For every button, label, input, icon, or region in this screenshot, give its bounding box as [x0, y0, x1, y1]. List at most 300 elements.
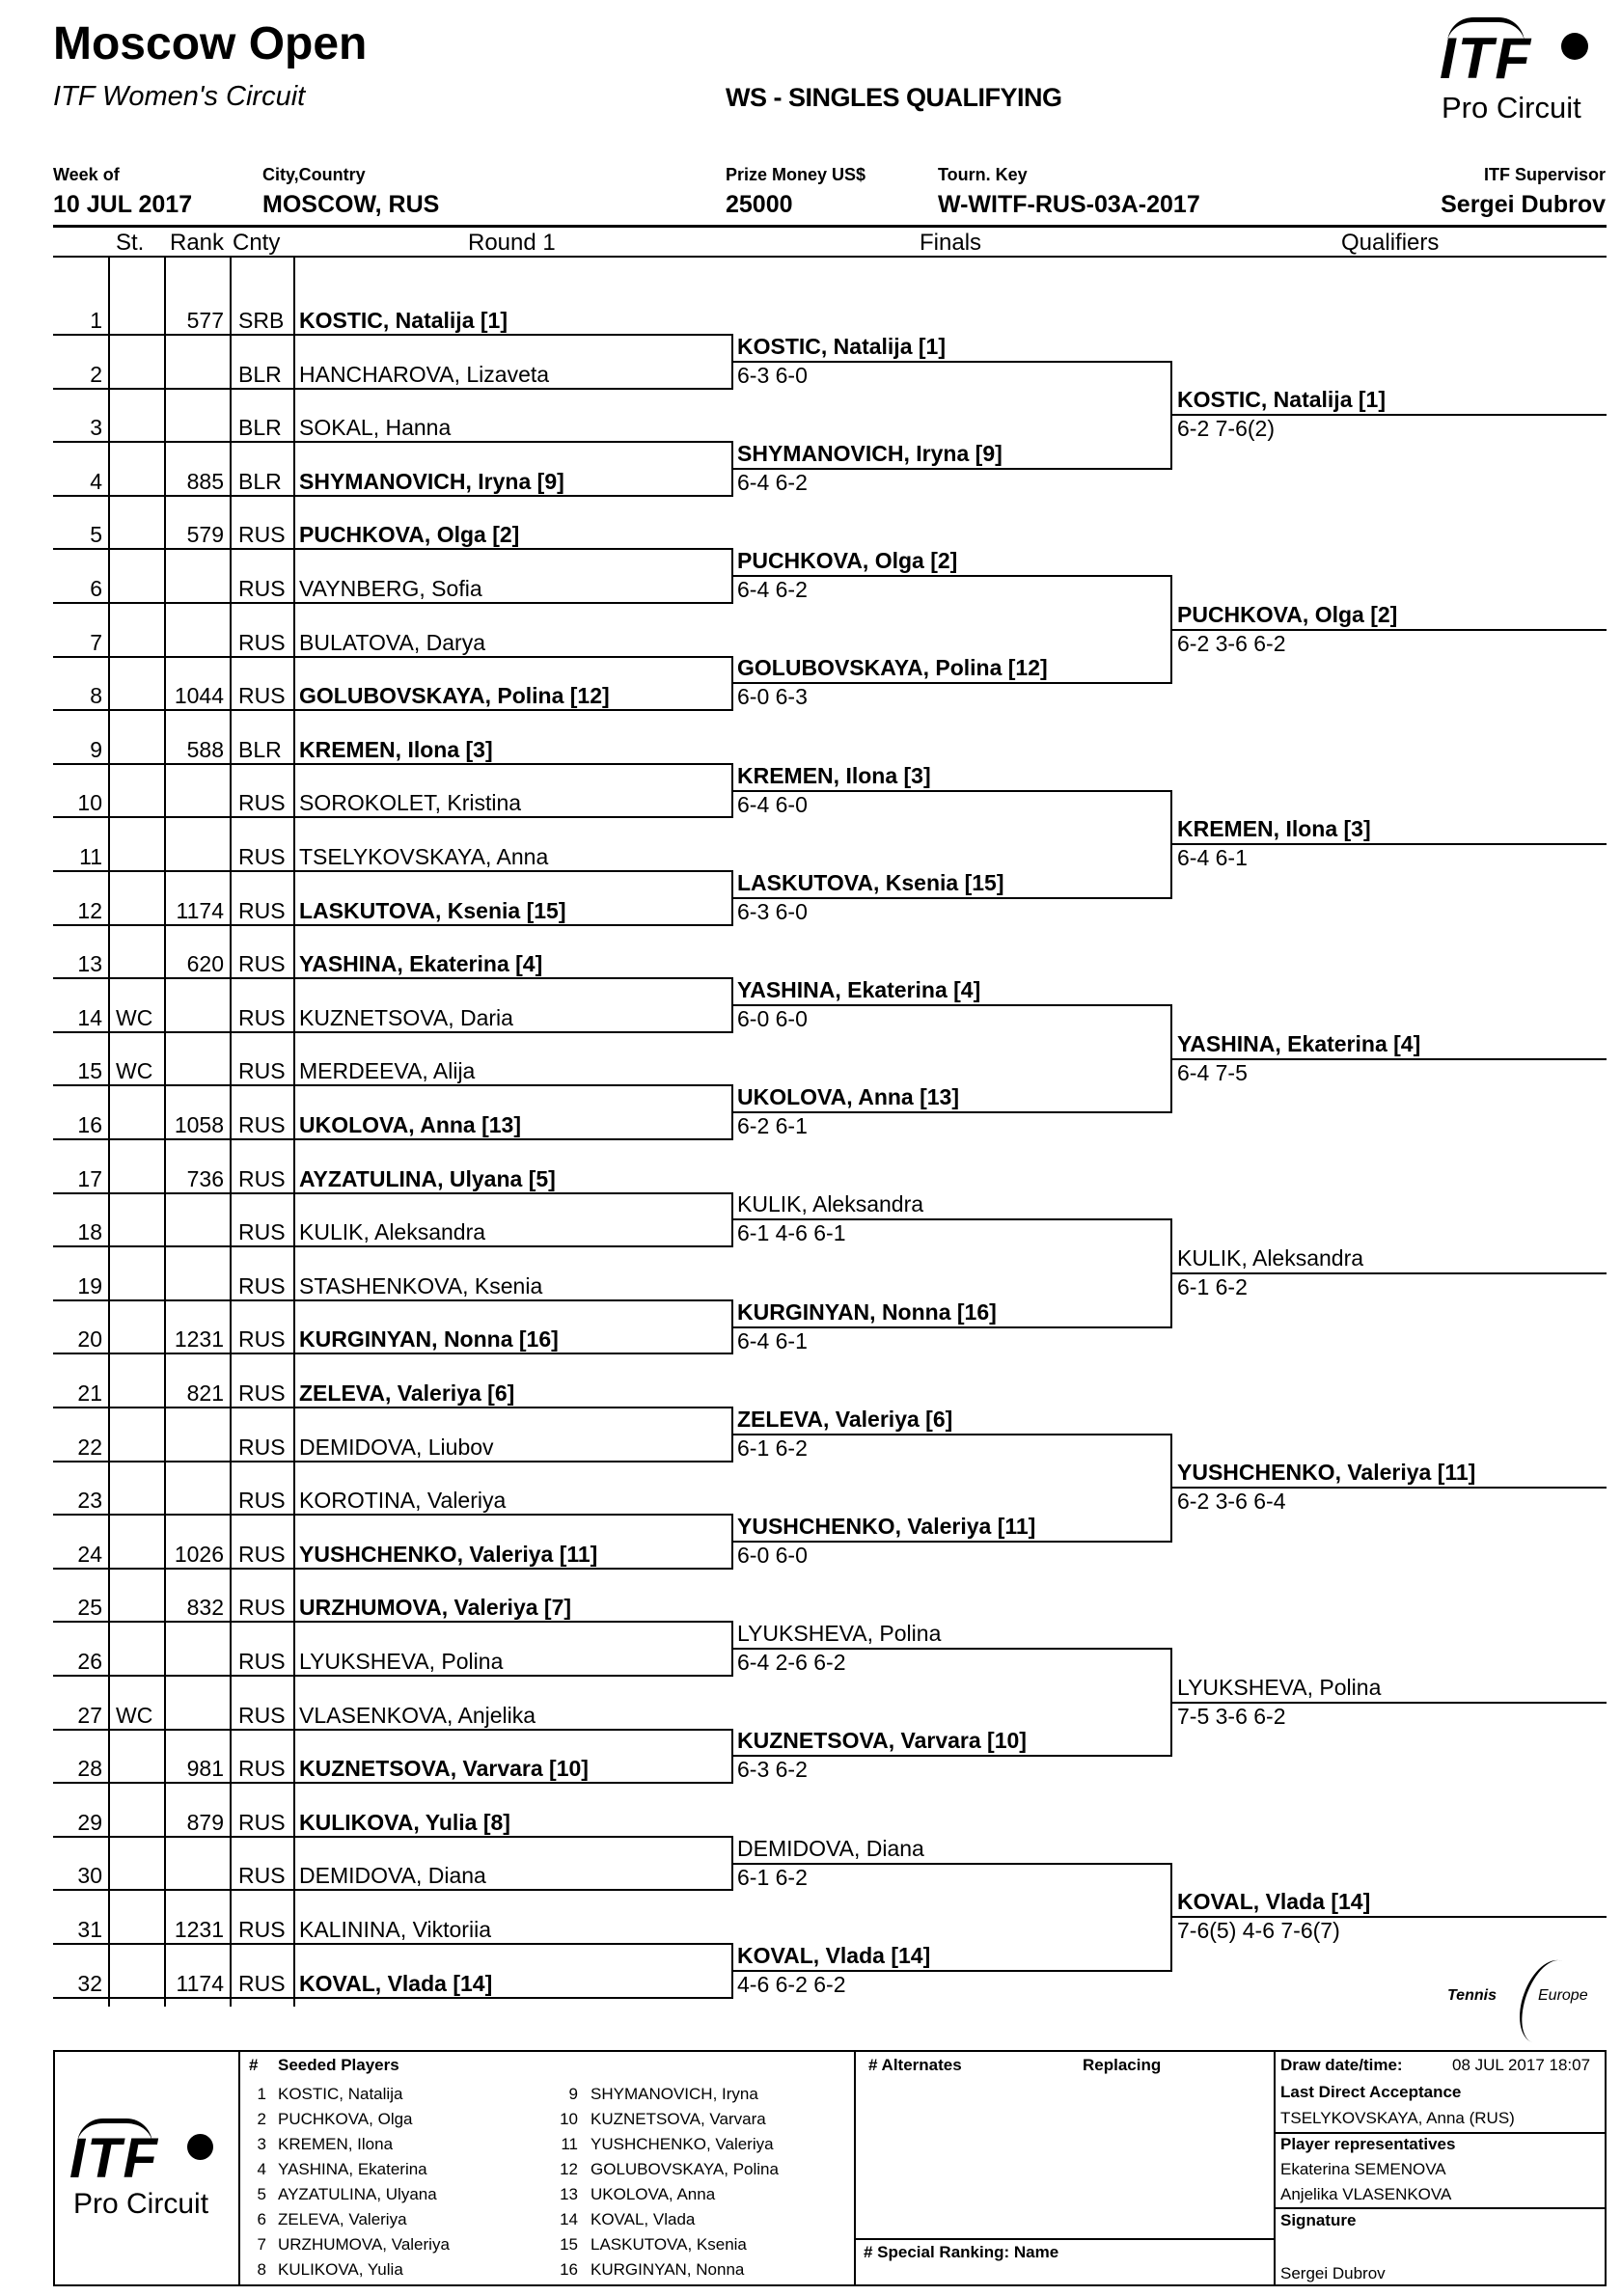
col-qualifiers: Qualifiers: [1341, 230, 1440, 256]
player-name: BULATOVA, Darya: [299, 629, 486, 655]
row-line: [53, 1889, 733, 1891]
player-country: RUS: [238, 790, 286, 816]
player-name: KOROTINA, Valeriya: [299, 1488, 507, 1514]
lda-rule: [1275, 2132, 1607, 2134]
row-line: [53, 1031, 733, 1033]
finals-line: [733, 468, 1172, 470]
qualifier-score: 7-5 3-6 6-2: [1177, 1703, 1286, 1729]
finals-score: 6-1 6-2: [737, 1864, 808, 1890]
seed-name: ZELEVA, Valeriya: [278, 2210, 407, 2228]
row-line: [53, 1621, 733, 1623]
row-line: [53, 870, 733, 872]
player-name: KUZNETSOVA, Varvara [10]: [299, 1756, 589, 1782]
qualifier-name: PUCHKOVA, Olga [2]: [1177, 601, 1398, 627]
player-rank: 1174: [176, 1970, 224, 1996]
finals-winner: SHYMANOVICH, Iryna [9]: [737, 441, 1003, 466]
player-country: RUS: [238, 1434, 286, 1460]
col-finals: Finals: [920, 230, 982, 256]
player-country: RUS: [238, 1165, 286, 1191]
alternates-header: # Alternates: [868, 2056, 962, 2074]
player-country: RUS: [238, 1380, 286, 1406]
player-country: RUS: [238, 1058, 286, 1084]
player-name: KURGINYAN, Nonna [16]: [299, 1326, 559, 1353]
col-cnty: Cnty: [233, 230, 281, 256]
finals-line: [733, 1970, 1172, 1972]
col-st: St.: [116, 230, 145, 256]
draw-number: 25: [77, 1595, 102, 1621]
player-country: RUS: [238, 897, 286, 923]
draw-number: 9: [90, 736, 102, 762]
seed-number: 15: [560, 2235, 578, 2254]
qualifier-score: 6-1 6-2: [1177, 1274, 1248, 1299]
player-name: YASHINA, Ekaterina [4]: [299, 951, 543, 977]
finals-line: [733, 1326, 1172, 1328]
player-country: RUS: [238, 1326, 286, 1353]
rep-2: Anjelika VLASENKOVA: [1280, 2185, 1452, 2203]
player-country: RUS: [238, 1970, 286, 1996]
player-country: RUS: [238, 1863, 286, 1889]
qualifier-name: KOVAL, Vlada [14]: [1177, 1889, 1371, 1915]
player-rank: 579: [186, 522, 224, 548]
row-line: [53, 656, 733, 658]
player-rank: 981: [186, 1756, 224, 1782]
player-country: BLR: [238, 415, 282, 441]
seed-number: 6: [257, 2210, 266, 2228]
player-country: RUS: [238, 629, 286, 655]
finals-score: 6-3 6-2: [737, 1757, 808, 1783]
seed-number: 5: [257, 2185, 266, 2203]
footer-tennis-ball-icon: [187, 2134, 213, 2160]
row-line: [53, 1084, 733, 1086]
row-line: [53, 1245, 733, 1247]
player-name: KALININA, Viktoriia: [299, 1917, 491, 1942]
player-country: RUS: [238, 1702, 286, 1728]
draw-number: 28: [77, 1756, 102, 1782]
player-rank: 577: [186, 308, 224, 333]
finals-score: 6-1 4-6 6-1: [737, 1220, 846, 1246]
seed-number: 12: [560, 2160, 578, 2178]
player-name: AYZATULINA, Ulyana [5]: [299, 1165, 556, 1191]
seed-number: 1: [257, 2085, 266, 2103]
seed-number: 8: [257, 2260, 266, 2279]
finals-score: 4-6 6-2 6-2: [737, 1971, 846, 1997]
footer-itf-logo-subtext: Pro Circuit: [73, 2188, 209, 2220]
seed-number: 3: [257, 2135, 266, 2153]
footer-divider-seeds: [854, 2050, 856, 2286]
draw-number: 3: [90, 415, 102, 441]
player-name: UKOLOVA, Anna [13]: [299, 1112, 522, 1137]
draw-number: 31: [77, 1917, 102, 1942]
seed-name: KURGINYAN, Nonna: [591, 2260, 745, 2279]
player-country: BLR: [238, 468, 282, 494]
tennis-ball-icon: [1561, 33, 1588, 60]
player-rank: 832: [186, 1595, 224, 1621]
row-line: [53, 709, 733, 711]
finals-score: 6-3 6-0: [737, 898, 808, 924]
tennis-europe-text-left: Tennis: [1447, 1987, 1497, 2004]
draw-number: 2: [90, 361, 102, 387]
draw-number: 11: [79, 844, 102, 869]
finals-line: [733, 1004, 1172, 1006]
qualifier-line: [1172, 414, 1607, 416]
tennis-europe-logo: [1447, 1958, 1602, 2050]
row-line: [53, 1353, 733, 1354]
player-name: DEMIDOVA, Diana: [299, 1863, 486, 1889]
row-line: [53, 334, 733, 336]
qualifier-score: 6-2 3-6 6-4: [1177, 1489, 1286, 1515]
player-name: SOKAL, Hanna: [299, 415, 452, 441]
itf-logo-subtext: Pro Circuit: [1442, 91, 1581, 124]
player-name: KREMEN, Ilona [3]: [299, 736, 493, 762]
player-country: SRB: [238, 308, 285, 333]
qualifier-score: 7-6(5) 4-6 7-6(7): [1177, 1918, 1340, 1944]
footer-divider-alternates: [1274, 2050, 1276, 2286]
header-rule: [53, 225, 1607, 228]
finals-score: 6-4 6-2: [737, 470, 808, 495]
row-line: [53, 1138, 733, 1140]
qualifier-name: YUSHCHENKO, Valeriya [11]: [1177, 1460, 1476, 1486]
finals-line: [733, 1541, 1172, 1543]
row-line: [53, 1782, 733, 1784]
seed-number: 14: [560, 2210, 578, 2228]
draw-number: 32: [77, 1970, 102, 1996]
qualifier-line: [1172, 1702, 1607, 1704]
qualifier-name: KREMEN, Ilona [3]: [1177, 816, 1371, 842]
row-line: [53, 1461, 733, 1462]
player-name: MERDEEVA, Alija: [299, 1058, 476, 1084]
row-line: [53, 602, 733, 604]
draw-number: 19: [77, 1272, 102, 1298]
seeded-header: Seeded Players: [278, 2056, 399, 2074]
col-divider-cnty: [293, 257, 295, 2007]
footer-itf-logo-text: ITF: [69, 2127, 159, 2190]
city-value: MOSCOW, RUS: [262, 191, 440, 218]
finals-line: [733, 361, 1172, 363]
footer-divider-logo: [238, 2050, 240, 2286]
player-name: VAYNBERG, Sofia: [299, 576, 482, 601]
entry-status: WC: [116, 1004, 153, 1030]
col-round1: Round 1: [468, 230, 556, 256]
entry-status: WC: [116, 1058, 153, 1084]
row-line: [53, 1943, 733, 1945]
draw-number: 30: [77, 1863, 102, 1889]
draw-number: 24: [77, 1541, 102, 1567]
draw-number: 4: [90, 468, 102, 494]
finals-winner: GOLUBOVSKAYA, Polina [12]: [737, 655, 1048, 681]
qualifier-name: LYUKSHEVA, Polina: [1177, 1674, 1382, 1700]
reps-rule: [1275, 2207, 1607, 2209]
city-label: City,Country: [262, 165, 366, 184]
seed-number: 7: [257, 2235, 266, 2254]
qualifier-line: [1172, 843, 1607, 845]
tourn-key-value: W-WITF-RUS-03A-2017: [938, 191, 1200, 218]
finals-winner: YASHINA, Ekaterina [4]: [737, 977, 981, 1002]
player-rank: 1058: [174, 1112, 224, 1137]
draw-number: 1: [90, 308, 102, 333]
qualifier-line: [1172, 1916, 1607, 1918]
signature-value: Sergei Dubrov: [1280, 2264, 1386, 2282]
player-name: ZELEVA, Valeriya [6]: [299, 1380, 515, 1406]
player-name: LYUKSHEVA, Polina: [299, 1649, 504, 1674]
draw-number: 17: [77, 1165, 102, 1191]
seed-name: KREMEN, Ilona: [278, 2135, 394, 2153]
finals-line: [733, 1111, 1172, 1113]
supervisor-value: Sergei Dubrov: [1441, 191, 1606, 218]
draw-number: 20: [77, 1326, 102, 1353]
row-line: [53, 816, 733, 818]
seed-name: GOLUBOVSKAYA, Polina: [591, 2160, 779, 2178]
week-value: 10 JUL 2017: [53, 191, 193, 218]
col-divider-rank: [230, 257, 232, 2007]
seed-name: YUSHCHENKO, Valeriya: [591, 2135, 774, 2153]
seed-name: KOSTIC, Natalija: [278, 2085, 403, 2103]
player-rank: 1044: [174, 683, 224, 709]
seed-name: SHYMANOVICH, Iryna: [591, 2085, 758, 2103]
finals-winner: UKOLOVA, Anna [13]: [737, 1084, 960, 1110]
supervisor-label: ITF Supervisor: [1483, 165, 1606, 184]
player-country: RUS: [238, 1917, 286, 1942]
draw-number: 18: [77, 1219, 102, 1245]
draw-date-value: 08 JUL 2017 18:07: [1452, 2056, 1591, 2074]
seed-number: 11: [561, 2135, 578, 2153]
player-rank: 1231: [174, 1326, 224, 1353]
draw-number: 13: [77, 951, 102, 977]
finals-winner: YUSHCHENKO, Valeriya [11]: [737, 1514, 1036, 1539]
player-country: RUS: [238, 683, 286, 709]
finals-winner: KOVAL, Vlada [14]: [737, 1942, 931, 1968]
replacing-header: Replacing: [1083, 2056, 1162, 2074]
finals-winner: LYUKSHEVA, Polina: [737, 1621, 942, 1647]
draw-number: 27: [77, 1702, 102, 1728]
seed-number: 4: [257, 2160, 266, 2178]
prize-label: Prize Money US$: [726, 165, 866, 184]
player-country: RUS: [238, 1004, 286, 1030]
finals-line: [733, 1648, 1172, 1650]
finals-winner: KUZNETSOVA, Varvara [10]: [737, 1728, 1027, 1754]
seed-name: KUZNETSOVA, Varvara: [591, 2110, 766, 2128]
row-line: [53, 924, 733, 926]
player-name: SOROKOLET, Kristina: [299, 790, 522, 816]
seed-name: KULIKOVA, Yulia: [278, 2260, 403, 2279]
col-divider-st: [164, 257, 166, 2007]
row-line: [53, 1407, 733, 1408]
draw-number: 26: [77, 1649, 102, 1674]
row-line: [53, 388, 733, 390]
player-name: KULIK, Aleksandra: [299, 1219, 486, 1245]
itf-logo: [1426, 14, 1605, 124]
player-rank: 620: [186, 951, 224, 977]
player-country: RUS: [238, 522, 286, 548]
row-line: [53, 1192, 733, 1194]
player-rank: 1231: [174, 1917, 224, 1942]
seed-name: URZHUMOVA, Valeriya: [278, 2235, 450, 2254]
draw-number: 29: [77, 1809, 102, 1835]
player-name: KOSTIC, Natalija [1]: [299, 308, 508, 333]
seeded-hash: #: [249, 2056, 259, 2074]
player-rank: 588: [186, 736, 224, 762]
qualifier-line: [1172, 1058, 1607, 1060]
draw-number: 5: [90, 522, 102, 548]
player-name: PUCHKOVA, Olga [2]: [299, 522, 520, 548]
player-country: RUS: [238, 1649, 286, 1674]
row-line: [53, 1568, 733, 1570]
player-rank: 736: [186, 1165, 224, 1191]
finals-winner: DEMIDOVA, Diana: [737, 1835, 924, 1861]
finals-winner: KULIK, Aleksandra: [737, 1191, 924, 1217]
seed-name: LASKUTOVA, Ksenia: [591, 2235, 747, 2254]
player-country: RUS: [238, 1809, 286, 1835]
entry-status: WC: [116, 1702, 153, 1728]
qualifier-score: 6-4 7-5: [1177, 1059, 1248, 1085]
finals-score: 6-0 6-0: [737, 1006, 808, 1031]
seed-number: 13: [560, 2185, 578, 2203]
player-name: LASKUTOVA, Ksenia [15]: [299, 897, 566, 923]
player-country: RUS: [238, 1488, 286, 1514]
draw-number: 23: [77, 1488, 102, 1514]
finals-score: 6-1 6-2: [737, 1435, 808, 1461]
draw-number: 22: [77, 1434, 102, 1460]
player-name: VLASENKOVA, Anjelika: [299, 1702, 536, 1728]
seed-name: UKOLOVA, Anna: [591, 2185, 716, 2203]
player-country: RUS: [238, 576, 286, 601]
draw-number: 8: [90, 683, 102, 709]
tournament-title: Moscow Open: [53, 18, 368, 69]
player-rank: 1174: [176, 897, 224, 923]
tennis-europe-text-right: Europe: [1538, 1987, 1588, 2004]
draw-date-label: Draw date/time:: [1280, 2056, 1403, 2074]
tournament-subtitle: ITF Women's Circuit: [53, 81, 306, 112]
finals-score: 6-0 6-3: [737, 684, 808, 710]
seed-number: 16: [560, 2260, 578, 2279]
player-name: DEMIDOVA, Liubov: [299, 1434, 494, 1460]
signature-label: Signature: [1280, 2211, 1357, 2229]
player-country: BLR: [238, 736, 282, 762]
qualifier-name: KULIK, Aleksandra: [1177, 1245, 1364, 1271]
player-name: GOLUBOVSKAYA, Polina [12]: [299, 683, 610, 709]
finals-winner: PUCHKOVA, Olga [2]: [737, 548, 958, 574]
player-name: YUSHCHENKO, Valeriya [11]: [299, 1541, 598, 1567]
player-name: KULIKOVA, Yulia [8]: [299, 1809, 510, 1835]
draw-number: 6: [90, 576, 102, 601]
row-line: [53, 441, 733, 443]
finals-winner: KURGINYAN, Nonna [16]: [737, 1298, 997, 1325]
player-country: RUS: [238, 951, 286, 977]
finals-line: [733, 682, 1172, 684]
special-ranking-header: # Special Ranking: Name: [864, 2243, 1059, 2261]
lda-label: Last Direct Acceptance: [1280, 2083, 1462, 2101]
draw-number: 12: [77, 897, 102, 923]
finals-winner: KREMEN, Ilona [3]: [737, 762, 931, 788]
qualifier-score: 6-2 7-6(2): [1177, 416, 1275, 442]
seed-number: 9: [568, 2085, 578, 2103]
finals-winner: ZELEVA, Valeriya [6]: [737, 1406, 953, 1432]
seed-number: 2: [257, 2110, 266, 2128]
row-line: [53, 1729, 733, 1731]
col-rank: Rank: [170, 230, 225, 256]
row-line: [53, 1514, 733, 1516]
draw-number: 14: [77, 1004, 102, 1030]
rep-1: Ekaterina SEMENOVA: [1280, 2160, 1446, 2178]
player-country: RUS: [238, 1219, 286, 1245]
player-name: STASHENKOVA, Ksenia: [299, 1272, 543, 1298]
qualifier-score: 6-2 3-6 6-2: [1177, 630, 1286, 656]
finals-winner: LASKUTOVA, Ksenia [15]: [737, 869, 1004, 895]
row-line: [53, 1299, 733, 1301]
draw-number: 16: [77, 1112, 102, 1137]
player-name: KUZNETSOVA, Daria: [299, 1004, 513, 1030]
row-line: [53, 1675, 733, 1677]
player-name: URZHUMOVA, Valeriya [7]: [299, 1595, 572, 1621]
player-country: RUS: [238, 1272, 286, 1298]
draw-number: 10: [77, 790, 102, 816]
player-name: HANCHAROVA, Lizaveta: [299, 361, 550, 387]
row-line: [53, 977, 733, 979]
player-country: RUS: [238, 844, 286, 869]
prize-value: 25000: [726, 191, 793, 218]
special-ranking-rule: [855, 2238, 1274, 2240]
col-divider-num: [108, 257, 110, 2007]
finals-score: 6-4 6-1: [737, 1327, 808, 1353]
finals-score: 6-4 6-2: [737, 577, 808, 603]
finals-line: [733, 1863, 1172, 1865]
player-rank: 821: [186, 1380, 224, 1406]
footer-itf-logo: [60, 2115, 234, 2221]
finals-line: [733, 790, 1172, 792]
finals-line: [733, 575, 1172, 577]
qualifier-line: [1172, 1272, 1607, 1274]
reps-label: Player representatives: [1280, 2135, 1456, 2153]
player-country: RUS: [238, 1541, 286, 1567]
finals-score: 6-4 6-0: [737, 791, 808, 817]
qualifier-line: [1172, 629, 1607, 631]
itf-logo-text: ITF: [1440, 26, 1532, 91]
seed-name: KOVAL, Vlada: [591, 2210, 696, 2228]
finals-line: [733, 1218, 1172, 1220]
finals-line: [733, 1434, 1172, 1435]
player-country: BLR: [238, 361, 282, 387]
week-label: Week of: [53, 165, 120, 184]
finals-line: [733, 1755, 1172, 1757]
qualifier-line: [1172, 1487, 1607, 1489]
finals-score: 6-2 6-1: [737, 1113, 808, 1139]
tourn-key-label: Tourn. Key: [938, 165, 1028, 184]
player-country: RUS: [238, 1112, 286, 1137]
row-line: [53, 1997, 733, 1999]
player-rank: 1026: [174, 1541, 224, 1567]
player-rank: 885: [186, 468, 224, 494]
seed-name: AYZATULINA, Ulyana: [278, 2185, 437, 2203]
row-line: [53, 1836, 733, 1838]
row-line: [53, 763, 733, 765]
player-rank: 879: [186, 1809, 224, 1835]
lda-value: TSELYKOVSKAYA, Anna (RUS): [1280, 2109, 1515, 2127]
row-line: [53, 495, 733, 497]
seed-number: 10: [560, 2110, 578, 2128]
qualifier-name: KOSTIC, Natalija [1]: [1177, 387, 1386, 413]
row-line: [53, 548, 733, 550]
seed-name: PUCHKOVA, Olga: [278, 2110, 413, 2128]
finals-score: 6-3 6-0: [737, 362, 808, 388]
player-name: TSELYKOVSKAYA, Anna: [299, 844, 549, 869]
player-country: RUS: [238, 1595, 286, 1621]
column-header-rule: [53, 256, 1607, 258]
player-name: SHYMANOVICH, Iryna [9]: [299, 468, 564, 494]
finals-line: [733, 897, 1172, 899]
finals-winner: KOSTIC, Natalija [1]: [737, 333, 946, 359]
finals-score: 6-4 2-6 6-2: [737, 1650, 846, 1676]
finals-score: 6-0 6-0: [737, 1543, 808, 1568]
draw-number: 7: [90, 629, 102, 655]
